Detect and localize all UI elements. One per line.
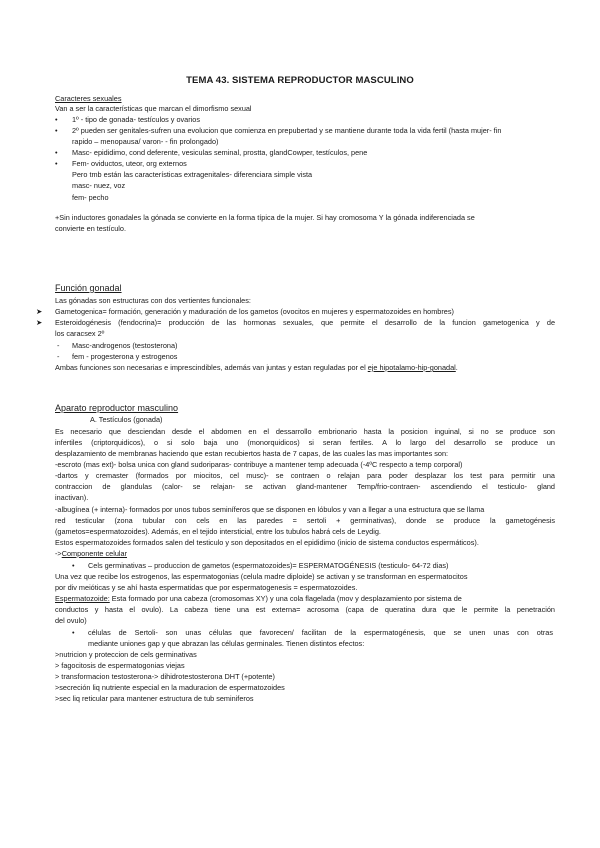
section-heading-aparato: Aparato reproductor masculino (55, 403, 179, 413)
paragraph-line: Pero tmb están las características extragenitales- diferenciara simple vista (72, 170, 313, 179)
dash-bullet-icon: - (57, 352, 60, 361)
arrow-bullet-item-continued: los caracsex 2º (55, 329, 105, 338)
component-celular-label: Componente celular (61, 549, 128, 558)
paragraph-line: Las gónadas son estructuras con dos vertientes funcionales: (55, 296, 251, 305)
component-heading (55, 549, 555, 559)
paragraph-line: (gametos=espermatozoides). Además, en el tejido intersticial, entre los tubulos habrá cels de Leydig. (55, 527, 381, 536)
bullet-dot-icon: • (55, 115, 58, 124)
paragraph-line (55, 594, 555, 604)
list-item: > transformacion testosterona-> dihidrotestosterona DHT (+potente) (55, 672, 275, 681)
bullet-item: 2º pueden ser genitales-sufren una evolucion que comienza en prepubertad y se mantiene durante toda la vida fertil (hasta mujer- fin (72, 126, 502, 135)
paragraph-line: del ovulo) (55, 616, 87, 625)
paragraph-line: desplazamiento de membranas haciendo que estan recubiertos hasta de 7 capas, de las cuales las mas importantes son: (55, 449, 449, 458)
list-item: >nutricion y proteccion de cels germinativas (55, 650, 197, 659)
paragraph-line: -dartos y cremaster (formados por miocitos, cel musc)- se contraen o relajan para poder desplazar los test para permitir una (55, 471, 555, 480)
list-item: > fagocitosis de espermatogonias viejas (55, 661, 185, 670)
arrow-bullet-icon: ➤ (36, 318, 43, 327)
paragraph-line: -escroto (mas ext)- bolsa unica con gland sudoriparas- contribuye a mantener temp adecuada (-4ºC respecto a temp corporal) (55, 460, 463, 469)
bullet-dot-icon: • (72, 628, 75, 637)
paragraph-line: masc- nuez, voz (72, 181, 126, 190)
dash-bullet-item: Masc-androgenos (testosterona) (72, 341, 178, 350)
paragraph-line: Una vez que recibe los estrogenos, las espermatogonias (celula madre diploide) se activan y se transforman en espermatocitos (55, 572, 468, 581)
arrow-bullet-item: Esteroidogénesis (fendocrina)= producción de las hormonas sexuales, que permite el desarrollo de la funcion gametogenica y de (55, 318, 555, 327)
paragraph-line: +Sin inductores gonadales la gónada se convierte en la forma típica de la mujer. Si hay cromosoma Y la gónada indiferenciada se (55, 213, 475, 222)
arrow-bullet-item: Gametogenica= formación, generación y maduración de los gametos (ovocitos en mujeres y espermatozoides en hombres) (55, 307, 454, 316)
espermatozoide-label: Espermatozoide: (55, 594, 110, 603)
paragraph-line: conductos y hasta el ovulo). La cabeza tiene una est externa= acrosoma (capa de queratina dura que le permite la penetración (55, 605, 555, 614)
paragraph-line: red testicular (zona tubular con cels en las paredes = sertoli + germinativas), donde se produce la gametogénesis (55, 516, 555, 525)
bullet-item-continued: rapido – menopausa/ varon- - fin prolongado) (72, 137, 219, 146)
paragraph-text: . (455, 363, 458, 372)
bullet-item: 1º - tipo de gonada- testículos y ovarios (72, 115, 200, 124)
arrow-prefix: -> (55, 549, 62, 558)
paragraph-line: inactivan). (55, 493, 89, 502)
bullet-dot-icon: • (72, 561, 75, 570)
paragraph-line: infertiles (criptorquidicos), o si solo baja uno (monorquidicos) si seran fertiles. A lo largo del desarrollo se produce un (55, 438, 555, 447)
underlined-term: eje hipotalamo-hip-gonadal (367, 363, 456, 372)
bullet-item: Fem- oviductos, uteor, org externos (72, 159, 187, 168)
paragraph-line (55, 363, 555, 373)
paragraph-line: Es necesario que desciendan desde el abdomen en el dessarrollo embrionario hasta la posicion inguinal, si no se produce son (55, 427, 555, 436)
dash-bullet-icon: - (57, 341, 60, 350)
section-heading-funcion-gonadal: Función gonadal (55, 283, 122, 293)
bullet-item: Masc- epididimo, cond deferente, vesiculas seminal, prostta, glandCowper, testículos, pene (72, 148, 368, 157)
paragraph-line: contraccion de glandulas (calor- se relajan- se activan gland-mantener Temp/frio-contraen- ascendiendo el testiculo- gland (55, 482, 555, 491)
subheading-testiculos: A. Testículos (gonada) (90, 415, 163, 424)
paragraph-line: convierte en testículo. (55, 224, 126, 233)
paragraph-line: -albugínea (+ interna)- formados por unos tubos seminíferos que se disponen en lóbulos y van a llegar a una estructura que se llama (55, 505, 485, 514)
paragraph-text: Ambas funciones son necesarias e imprescindibles, además van juntas y estan reguladas por el (55, 363, 368, 372)
bullet-item: células de Sertoli- son unas células que favorecen/ facilitan de la espermatogénesis, que se unen unas con otras (88, 628, 553, 637)
section-heading-caracteres: Caracteres sexuales (55, 94, 122, 103)
arrow-bullet-icon: ➤ (36, 307, 43, 316)
bullet-dot-icon: • (55, 159, 58, 168)
paragraph-line: Van a ser la características que marcan el dimorfismo sexual (55, 104, 252, 113)
list-item: >secreción liq nutriente especial en la maduracion de espermatozoides (55, 683, 285, 692)
paragraph-text: Esta formado por una cabeza (cromosomas XY) y una cola flagelada (mov y desplazamiento por sistema de (109, 594, 462, 603)
page-title: TEMA 43. SISTEMA REPRODUCTOR MASCULINO (186, 75, 414, 86)
bullet-item: Cels germinativas – produccion de gametos (espermatozoides)= ESPERMATOGÉNESIS (testiculo- 64-72 dias) (88, 561, 449, 570)
paragraph-line: fem- pecho (72, 193, 109, 202)
dash-bullet-item: fem - progesterona y estrogenos (72, 352, 178, 361)
paragraph-line: por div meióticas y se ahí hasta espermatidas que por espermatogenesis = espermatozoides. (55, 583, 358, 592)
bullet-dot-icon: • (55, 126, 58, 135)
bullet-item-continued: mediante uniones gap y que abrazan las células germinales. Tienen distintos efectos: (88, 639, 365, 648)
list-item: >sec liq reticular para mantener estructura de tub seminiferos (55, 694, 254, 703)
bullet-dot-icon: • (55, 148, 58, 157)
paragraph-line: Estos espermatozoides formados salen del testiculo y son depositados en el epididimo (inicio de sistema conductos espermáticos). (55, 538, 479, 547)
